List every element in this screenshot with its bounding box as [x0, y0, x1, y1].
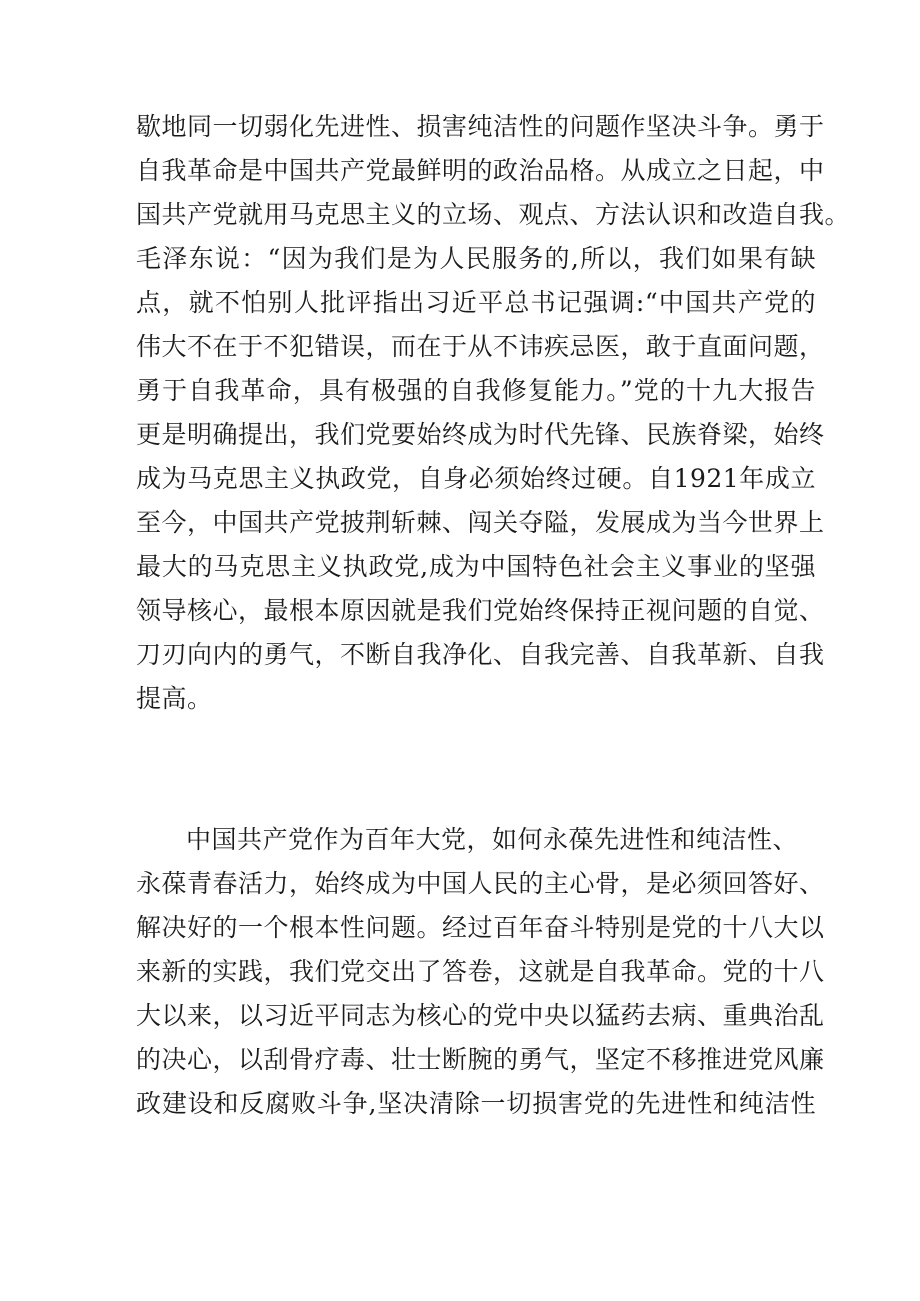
- paragraph-2-line-5: 大以来，以习近平同志为核心的党中央以猛药去病、重典治乱: [136, 1001, 825, 1030]
- paragraph-1-line-10: 至今，中国共产党披荆斩棘、闯关夺隘，发展成为当今世界上: [136, 508, 825, 537]
- paragraph-1-line-4: 毛泽东说：“因为我们是为人民服务的,所以，我们如果有缺: [136, 244, 816, 273]
- paragraph-1-line-9: 成为马克思主义执政党，自身必须始终过硬。自1921年成立: [136, 464, 816, 493]
- paragraph-2-line-7: 政建设和反腐败斗争,坚决清除一切损害党的先进性和纯洁性: [136, 1089, 816, 1118]
- paragraph-1-line-6: 伟大不在于不犯错误，而在于从不讳疾忌医，敢于直面问题，: [136, 332, 825, 361]
- paragraph-1-line-3: 国共产党就用马克思主义的立场、观点、方法认识和改造自我。: [136, 200, 851, 229]
- paragraph-1-line-1: 歇地同一切弱化先进性、损害纯洁性的问题作坚决斗争。勇于: [136, 112, 825, 141]
- paragraph-2-line-1: 中国共产党作为百年大党，如何永葆先进性和纯洁性、: [186, 825, 799, 854]
- paragraph-2-line-2: 永葆青春活力，始终成为中国人民的主心骨，是必须回答好、: [136, 869, 825, 898]
- paragraph-2-line-6: 的决心，以刮骨疗毒、壮士断腕的勇气，坚定不移推进党风廉: [136, 1045, 825, 1074]
- paragraph-2-line-4: 来新的实践，我们党交出了答卷，这就是自我革命。党的十八: [136, 957, 825, 986]
- paragraph-1-line-8: 更是明确提出，我们党要始终成为时代先锋、民族脊梁，始终: [136, 420, 825, 449]
- paragraph-1-line-14: 提高。: [136, 684, 213, 713]
- paragraph-1-line-2: 自我革命是中国共产党最鲜明的政治品格。从成立之日起，中: [136, 156, 825, 185]
- paragraph-1-line-7: 勇于自我革命，具有极强的自我修复能力。”党的十九大报告: [136, 376, 816, 405]
- paragraph-1-line-13: 刀刃向内的勇气，不断自我净化、自我完善、自我革新、自我: [136, 640, 825, 669]
- paragraph-1-line-5: 点，就不怕别人批评指出习近平总书记强调:“中国共产党的: [136, 288, 816, 317]
- paragraph-1-line-11: 最大的马克思主义执政党,成为中国特色社会主义事业的坚强: [136, 552, 816, 581]
- paragraph-1-line-12: 领导核心，最根本原因就是我们党始终保持正视问题的自觉、: [136, 596, 825, 625]
- paragraph-2-line-3: 解决好的一个根本性问题。经过百年奋斗特别是党的十八大以: [136, 913, 825, 942]
